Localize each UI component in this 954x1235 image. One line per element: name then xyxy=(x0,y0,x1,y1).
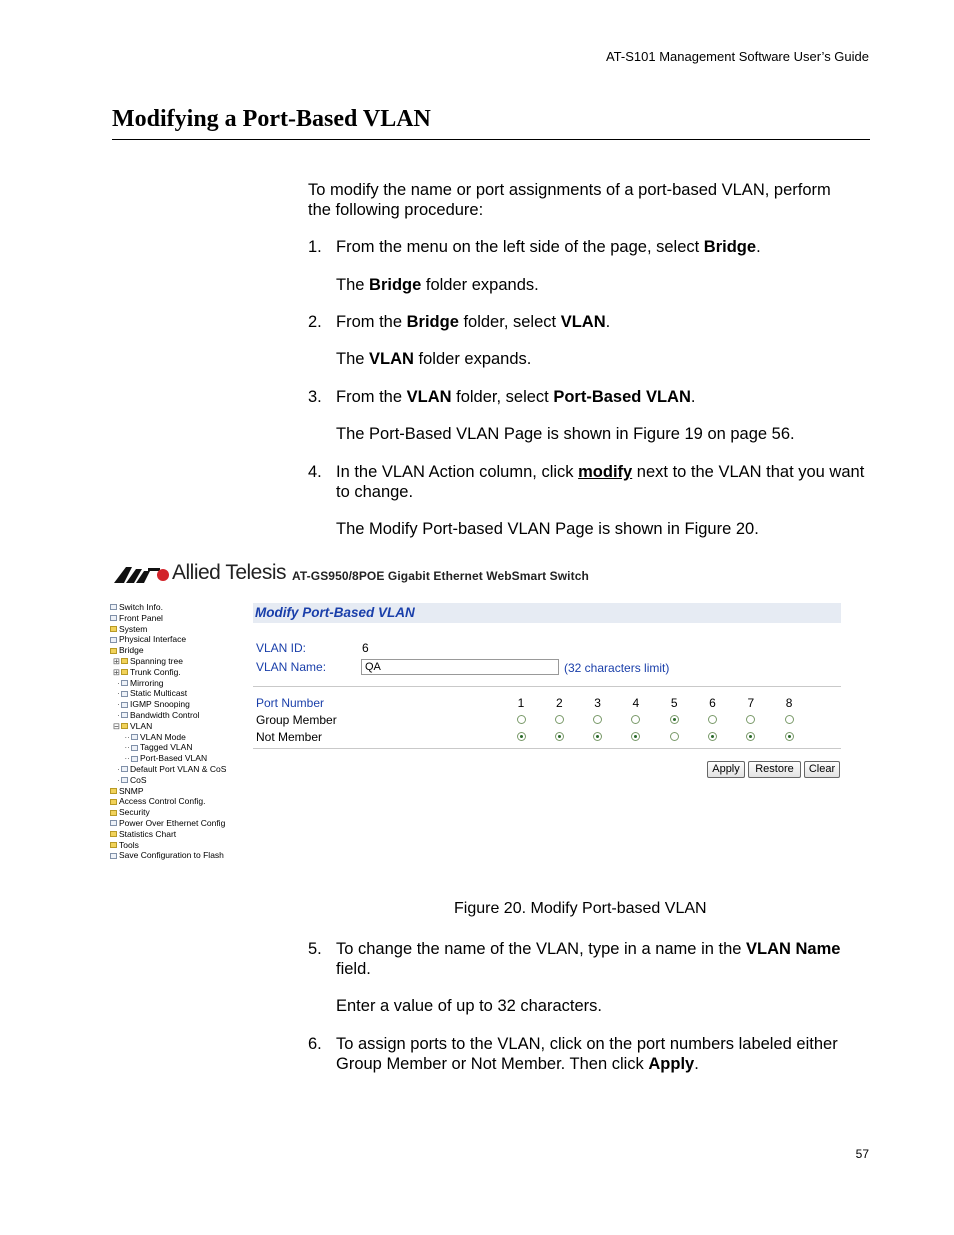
page-icon xyxy=(121,766,128,772)
sidebar-item[interactable] xyxy=(110,775,250,786)
sidebar-item-label: SNMP xyxy=(119,785,144,796)
page-icon xyxy=(110,820,117,826)
port-number: 6 xyxy=(709,696,716,710)
tree-connector: · xyxy=(117,774,120,785)
product-name: AT-GS950/8POE Gigabit Ethernet WebSmart Switch xyxy=(292,569,589,583)
sidebar-item-label: Port-Based VLAN xyxy=(140,753,208,764)
sidebar-item[interactable] xyxy=(110,840,250,851)
sidebar-nav xyxy=(110,602,250,861)
step-text: In the VLAN Action column, click modify next to the VLAN that you want to change. xyxy=(336,463,865,501)
tree-connector: ⊞ xyxy=(112,666,120,677)
sidebar-item[interactable] xyxy=(110,699,250,710)
step-number: 6. xyxy=(308,1035,322,1053)
step-text: From the VLAN folder, select Port-Based VLAN. xyxy=(336,388,696,406)
folder-icon xyxy=(110,799,117,805)
step-note: The Bridge folder expands. xyxy=(336,276,539,294)
group-member-radio[interactable] xyxy=(746,715,755,724)
sidebar-item-label: Switch Info. xyxy=(119,602,163,612)
sidebar-item[interactable] xyxy=(110,850,250,861)
allied-telesis-logo-icon xyxy=(114,565,170,583)
step-number: 2. xyxy=(308,313,322,331)
not-member-radio[interactable] xyxy=(517,732,526,741)
tree-connector: ·· xyxy=(124,753,130,764)
port-number: 1 xyxy=(517,696,525,710)
folder-icon xyxy=(110,810,117,816)
logo-banner xyxy=(114,559,589,583)
intro-paragraph: To modify the name or port assignments of a port-based VLAN, perform the following procedure: xyxy=(308,181,831,219)
folder-icon xyxy=(110,831,117,837)
modify-link[interactable]: modify xyxy=(578,463,633,481)
modify-vlan-panel xyxy=(253,603,841,775)
sidebar-item[interactable] xyxy=(110,602,250,613)
group-member-radio[interactable] xyxy=(708,715,717,724)
folder-icon xyxy=(110,842,117,848)
page-icon xyxy=(121,712,128,718)
sidebar-item[interactable] xyxy=(110,624,250,635)
port-number: 4 xyxy=(632,696,640,710)
logo-wordmark: Allied Telesis xyxy=(172,561,287,584)
sidebar-item-label: Default Port VLAN & CoS xyxy=(130,763,227,774)
sidebar-item[interactable] xyxy=(110,742,250,753)
tree-connector: · xyxy=(117,677,120,688)
not-member-radio[interactable] xyxy=(746,732,755,741)
sidebar-item-label: Access Control Config. xyxy=(119,796,206,807)
step-note: The Port-Based VLAN Page is shown in Figure 19 on page 56. xyxy=(336,425,795,443)
sidebar-item[interactable] xyxy=(110,807,250,818)
sidebar-item[interactable] xyxy=(110,829,250,840)
port-number: 8 xyxy=(785,696,793,710)
step-number: 4. xyxy=(308,463,322,481)
apply-button[interactable]: Apply xyxy=(707,761,745,778)
step-text: To assign ports to the VLAN, click on the port numbers labeled either Group Member or Not Member. Then click Apply. xyxy=(336,1035,838,1073)
sidebar-item[interactable] xyxy=(110,667,250,678)
sidebar-item-label: System xyxy=(119,623,148,634)
not-member-label: Not Member xyxy=(256,730,323,744)
group-member-radio[interactable] xyxy=(631,715,640,724)
tree-connector: · xyxy=(117,709,120,720)
page-icon xyxy=(131,745,138,751)
sidebar-item-label: Tagged VLAN xyxy=(140,742,193,753)
divider xyxy=(253,686,841,687)
char-limit-note: (32 characters limit) xyxy=(564,661,670,675)
page-icon xyxy=(110,615,117,621)
port-number: 7 xyxy=(747,696,755,710)
page-title: Modifying a Port-Based VLAN xyxy=(112,106,431,132)
not-member-radio[interactable] xyxy=(631,732,640,741)
folder-icon xyxy=(110,788,117,794)
title-rule xyxy=(112,139,870,140)
group-member-radio[interactable] xyxy=(593,715,602,724)
port-number-label: Port Number xyxy=(256,696,325,710)
sidebar-item[interactable] xyxy=(110,688,250,699)
step-number: 5. xyxy=(308,940,322,958)
not-member-radio[interactable] xyxy=(593,732,602,741)
sidebar-item[interactable] xyxy=(110,634,250,645)
page-icon xyxy=(110,637,117,643)
panel-title: Modify Port-Based VLAN xyxy=(253,603,841,623)
sidebar-item[interactable] xyxy=(110,786,250,797)
page-number: 57 xyxy=(855,1147,869,1161)
page-icon xyxy=(131,756,138,762)
sidebar-item-label: Trunk Config. xyxy=(130,666,181,677)
sidebar-item-label: IGMP Snooping xyxy=(130,699,190,710)
step-number: 1. xyxy=(308,238,322,256)
sidebar-item-label: Save Configuration to Flash xyxy=(119,850,224,861)
sidebar-item-label: Bridge xyxy=(119,645,144,656)
step-note: The VLAN folder expands. xyxy=(336,350,532,368)
sidebar-item-label: Bandwidth Control xyxy=(130,709,200,720)
folder-icon xyxy=(121,658,128,664)
sidebar-item-label: Security xyxy=(119,807,150,818)
tree-connector: ⊟ xyxy=(112,720,120,731)
sidebar-item[interactable] xyxy=(110,645,250,656)
sidebar-item-label: VLAN xyxy=(130,720,153,731)
port-number: 2 xyxy=(555,696,563,710)
group-member-radio[interactable] xyxy=(670,715,679,724)
page-icon xyxy=(121,691,128,697)
sidebar-item[interactable] xyxy=(110,732,250,743)
tree-connector: · xyxy=(117,763,120,774)
sidebar-item[interactable] xyxy=(110,753,250,764)
sidebar-item[interactable] xyxy=(110,613,250,624)
figure-caption: Figure 20. Modify Port-based VLAN xyxy=(454,900,707,917)
sidebar-item[interactable] xyxy=(110,656,250,667)
page-icon xyxy=(110,853,117,859)
step-text: From the Bridge folder, select VLAN. xyxy=(336,313,611,331)
port-number: 3 xyxy=(594,696,601,710)
page-icon xyxy=(110,604,117,610)
page-icon xyxy=(121,777,128,783)
page-icon xyxy=(131,734,138,740)
tree-connector: · xyxy=(117,699,120,710)
restore-button[interactable]: Restore xyxy=(748,761,801,778)
group-member-radio[interactable] xyxy=(555,715,564,724)
sidebar-item-label: Static Multicast xyxy=(130,688,188,699)
sidebar-item-label: Tools xyxy=(119,839,139,850)
sidebar-item-label: VLAN Mode xyxy=(140,731,186,742)
sidebar-item-label: Front Panel xyxy=(119,612,163,623)
vlan-name-label: VLAN Name: xyxy=(256,660,327,674)
figure-screenshot xyxy=(110,555,845,875)
tree-connector: ⊞ xyxy=(112,655,120,666)
sidebar-item[interactable] xyxy=(110,721,250,732)
step-text: To change the name of the VLAN, type in a name in the VLAN Name field. xyxy=(336,940,841,978)
running-header: AT-S101 Management Software User’s Guide xyxy=(605,49,869,64)
folder-icon xyxy=(110,648,117,654)
vlan-id-value: 6 xyxy=(362,641,369,655)
tree-connector: ·· xyxy=(124,742,130,753)
folder-icon xyxy=(121,723,128,729)
vlan-id-label: VLAN ID: xyxy=(256,641,307,655)
group-member-radio[interactable] xyxy=(785,715,794,724)
sidebar-item-label: Physical Interface xyxy=(119,634,187,645)
page-icon xyxy=(121,702,128,708)
sidebar-item[interactable] xyxy=(110,796,250,807)
clear-button[interactable]: Clear xyxy=(804,761,840,778)
not-member-radio[interactable] xyxy=(555,732,564,741)
step-note: Enter a value of up to 32 characters. xyxy=(336,997,602,1015)
folder-icon xyxy=(121,669,128,675)
step-text: From the menu on the left side of the page, select Bridge. xyxy=(336,238,761,256)
not-member-radio[interactable] xyxy=(785,732,794,741)
not-member-radio[interactable] xyxy=(670,732,679,741)
sidebar-item[interactable] xyxy=(110,818,250,829)
sidebar-item-label: CoS xyxy=(130,774,147,785)
port-number: 5 xyxy=(670,696,678,710)
tree-connector: ·· xyxy=(124,731,130,742)
sidebar-item-label: Mirroring xyxy=(130,677,164,688)
sidebar-item-label: Statistics Chart xyxy=(119,828,177,839)
tree-connector: · xyxy=(117,688,120,699)
page-icon xyxy=(121,680,128,686)
group-member-label: Group Member xyxy=(256,713,337,727)
vlan-name-input[interactable]: QA xyxy=(361,659,559,675)
not-member-radio[interactable] xyxy=(708,732,717,741)
step-note: The Modify Port-based VLAN Page is shown in Figure 20. xyxy=(336,520,759,538)
sidebar-item[interactable] xyxy=(110,710,250,721)
step-number: 3. xyxy=(308,388,322,406)
sidebar-item[interactable] xyxy=(110,678,250,689)
sidebar-item[interactable] xyxy=(110,764,250,775)
sidebar-item-label: Power Over Ethernet Config xyxy=(119,817,226,828)
group-member-radio[interactable] xyxy=(517,715,526,724)
folder-icon xyxy=(110,626,117,632)
sidebar-item-label: Spanning tree xyxy=(130,655,183,666)
divider xyxy=(253,748,841,749)
